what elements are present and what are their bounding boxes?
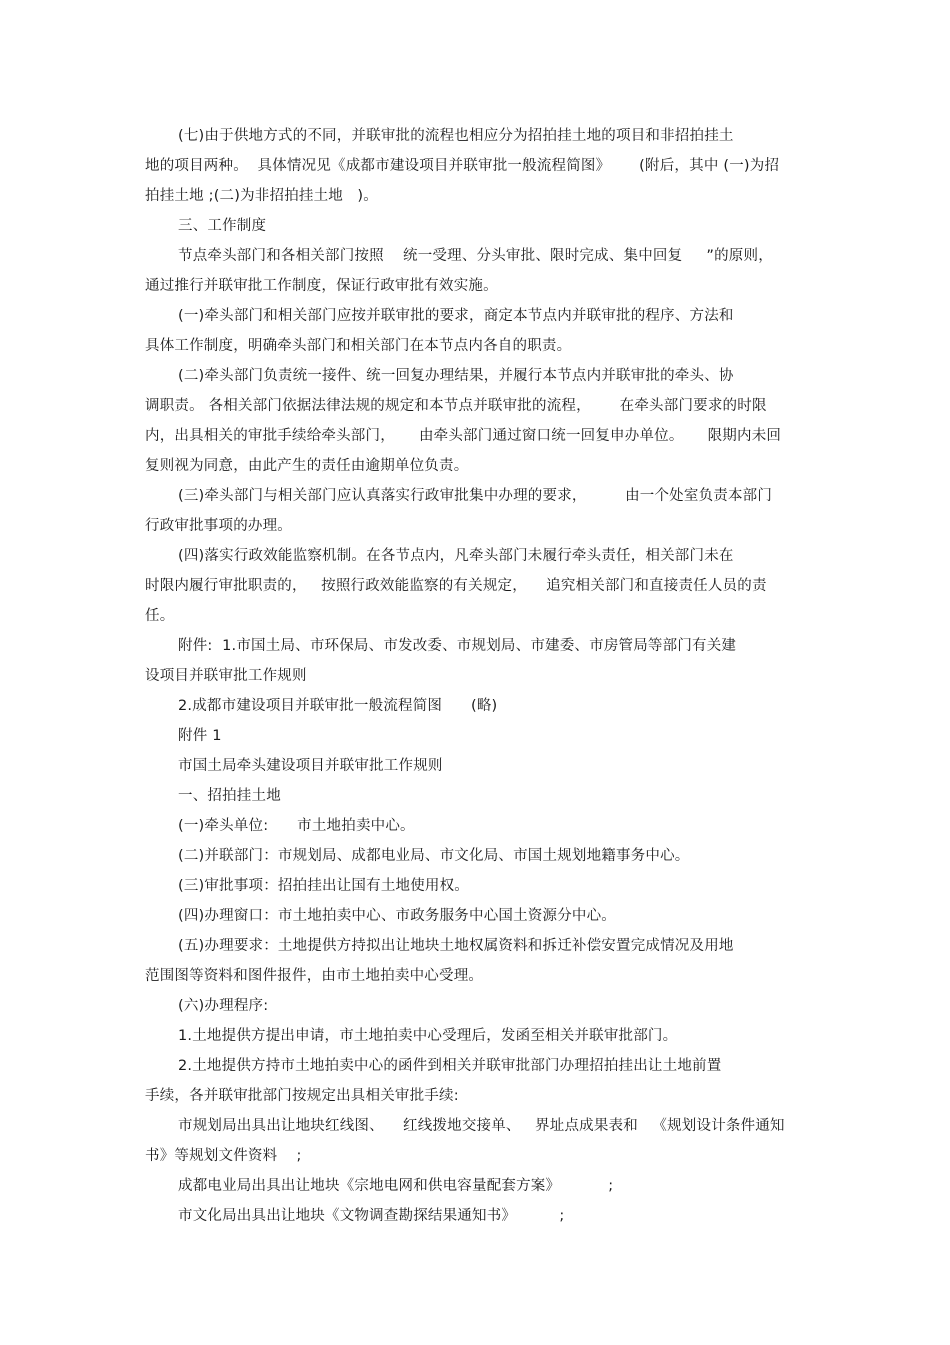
paragraph-line: (二)牵头部门负责统一接件、统一回复办理结果，并履行本节点内并联审批的牵头、协	[178, 368, 734, 384]
paragraph-line: (七)由于供地方式的不同，并联审批的流程也相应分为招拍挂土地的项目和非招拍挂土	[178, 128, 734, 144]
attachment-heading: 附件 1	[178, 728, 222, 744]
attachment-line: 设项目并联审批工作规则	[145, 668, 307, 684]
paragraph-line: 具体工作制度，明确牵头部门和相关部门在本节点内各自的职责。	[145, 338, 572, 354]
paragraph-line: (四)办理窗口：市土地拍卖中心、市政务服务中心国土资源分中心。	[178, 908, 617, 924]
paragraph-line: 市文化局出具出让地块《文物调查勘探结果通知书》 ;	[178, 1208, 565, 1224]
paragraph-line: 范围图等资料和图件报件，由市土地拍卖中心受理。	[145, 968, 484, 984]
paragraph-line: (一)牵头部门和相关部门应按并联审批的要求，商定本节点内并联审批的程序、方法和	[178, 308, 734, 324]
paragraph-line: (四)落实行政效能监察机制。在各节点内，凡牵头部门未履行牵头责任，相关部门未在	[178, 548, 734, 564]
paragraph-line: (三)审批事项：招拍挂出让国有土地使用权。	[178, 878, 470, 894]
paragraph-line: 时限内履行审批职责的， 按照行政效能监察的有关规定， 追究相关部门和直接责任人员的责	[145, 578, 767, 594]
paragraph-line: 地的项目两种。 具体情况见《成都市建设项目并联审批一般流程简图》 (附后，其中 (一)为招	[145, 158, 780, 174]
paragraph-line: 调职责。 各相关部门依据法律法规的规定和本节点并联审批的流程， 在牵头部门要求的时限	[145, 398, 767, 414]
section-heading: 三、工作制度	[178, 218, 267, 234]
attachment-title: 市国土局牵头建设项目并联审批工作规则	[178, 758, 443, 774]
paragraph-line: 拍挂土地 ;(二)为非招拍挂土地 )。	[145, 188, 378, 204]
paragraph-line: 复则视为同意，由此产生的责任由逾期单位负责。	[145, 458, 469, 474]
paragraph-line: 行政审批事项的办理。	[145, 518, 292, 534]
paragraph-line: 节点牵头部门和各相关部门按照 统一受理、分头审批、限时完成、集中回复 ”的原则，	[178, 248, 773, 264]
paragraph-line: 通过推行并联审批工作制度，保证行政审批有效实施。	[145, 278, 498, 294]
paragraph-line: (六)办理程序:	[178, 998, 269, 1014]
section-heading: 一、招拍挂土地	[178, 788, 281, 804]
paragraph-line: (一)牵头单位: 市土地拍卖中心。	[178, 818, 415, 834]
paragraph-line: 1.土地提供方提出申请，市土地拍卖中心受理后，发函至相关并联审批部门。	[178, 1028, 678, 1044]
paragraph-line: 手续，各并联审批部门按规定出具相关审批手续:	[145, 1088, 459, 1104]
paragraph-line: 市规划局出具出让地块红线图、 红线拨地交接单、 界址点成果表和 《规划设计条件通知	[178, 1118, 785, 1134]
paragraph-line: (五)办理要求：土地提供方持拟出让地块土地权属资料和拆迁补偿安置完成情况及用地	[178, 938, 734, 954]
paragraph-line: 2.土地提供方持市土地拍卖中心的函件到相关并联审批部门办理招拍挂出让土地前置	[178, 1058, 722, 1074]
paragraph-line: 书》等规划文件资料 ;	[145, 1148, 302, 1164]
paragraph-line: (三)牵头部门与相关部门应认真落实行政审批集中办理的要求， 由一个处室负责本部门	[178, 488, 773, 504]
paragraph-line: 成都电业局出具出让地块《宗地电网和供电容量配套方案》 ;	[178, 1178, 614, 1194]
paragraph-line: 任。	[145, 608, 175, 624]
attachment-line: 2.成都市建设项目并联审批一般流程简图 (略)	[178, 698, 498, 714]
paragraph-line: (二)并联部门：市规划局、成都电业局、市文化局、市国土规划地籍事务中心。	[178, 848, 690, 864]
paragraph-line: 内，出具相关的审批手续给牵头部门， 由牵头部门通过窗口统一回复申办单位。 限期内未回	[145, 428, 782, 444]
attachment-line: 附件: 1.市国土局、市环保局、市发改委、市规划局、市建委、市房管局等部门有关建	[178, 638, 737, 654]
